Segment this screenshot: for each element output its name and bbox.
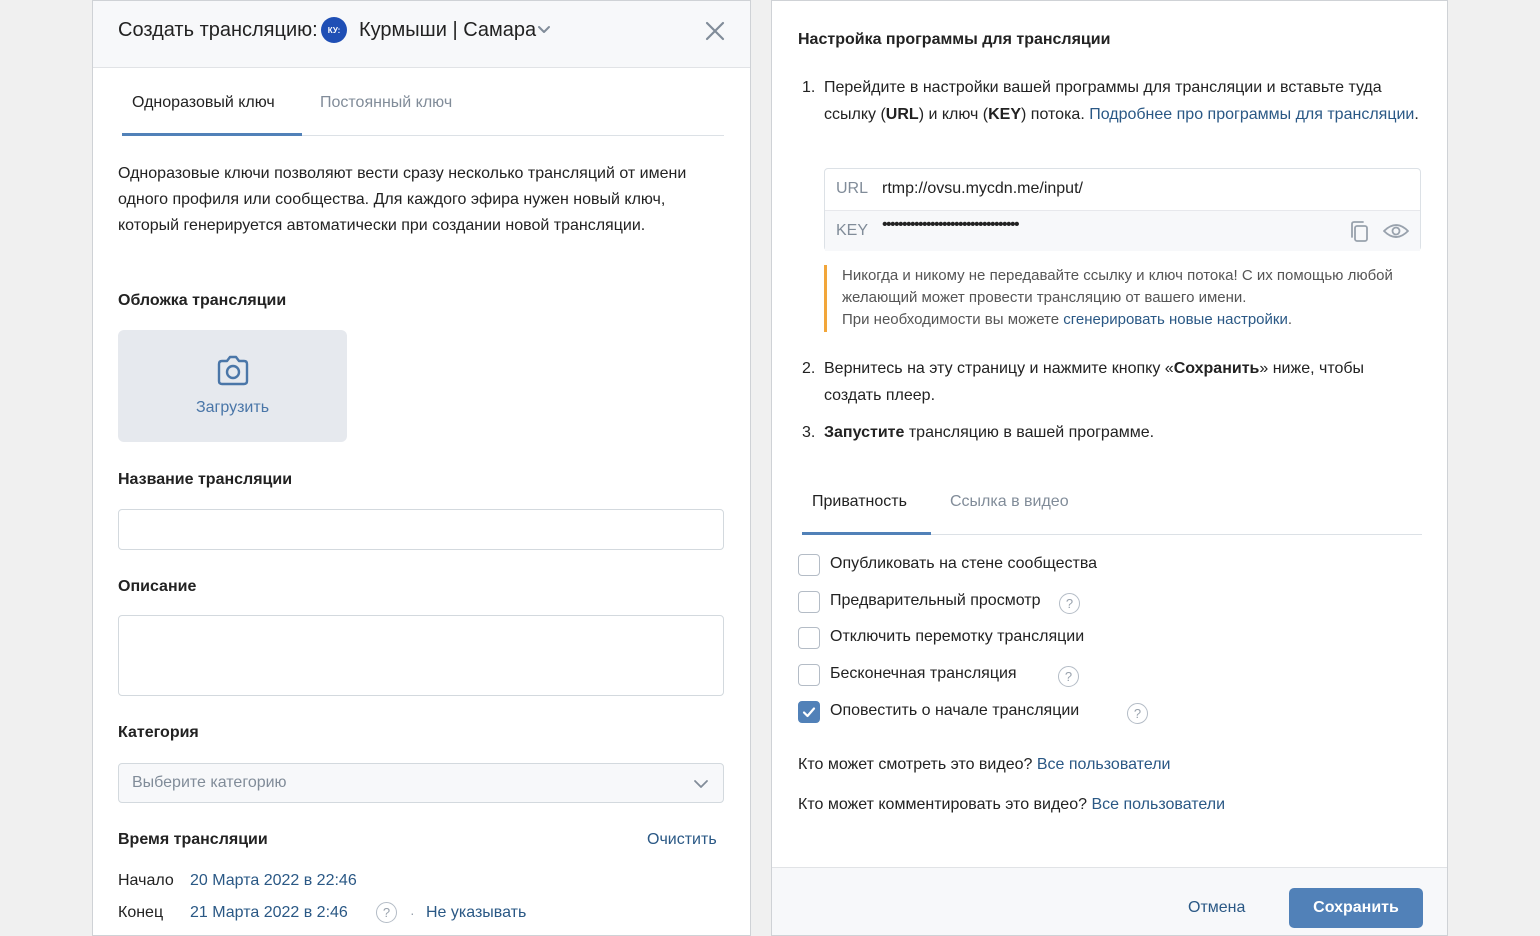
- checkbox[interactable]: [798, 664, 820, 686]
- checkbox[interactable]: [798, 591, 820, 613]
- stream-settings-panel: [771, 0, 1448, 936]
- chevron-down-icon: [693, 776, 709, 792]
- active-tab-indicator: [122, 133, 302, 136]
- description-textarea[interactable]: [118, 615, 724, 696]
- clear-time-link[interactable]: Очистить: [647, 831, 717, 848]
- help-icon[interactable]: ?: [376, 902, 397, 923]
- warning-text: Никогда и никому не передавайте ссылку и ключ потока! С их помощью любой желающий может провести трансляцию от вашего имени.: [842, 267, 1393, 306]
- key-type-tabs: [122, 68, 724, 136]
- description-label: Описание: [118, 578, 197, 595]
- close-icon[interactable]: [703, 19, 727, 43]
- software-setup-title: Настройка программы для трансляции: [798, 31, 1111, 48]
- stream-credentials-box: [824, 168, 1421, 251]
- tab-one-time-key[interactable]: Одноразовый ключ: [132, 94, 275, 111]
- url-row: [825, 169, 1420, 210]
- checkbox[interactable]: [798, 554, 820, 576]
- category-select[interactable]: [118, 763, 724, 803]
- tab-privacy[interactable]: Приватность: [812, 493, 907, 510]
- key-value-masked[interactable]: ••••••••••••••••••••••••••••••••••: [882, 216, 1019, 233]
- start-label: Начало: [118, 872, 174, 889]
- copy-icon[interactable]: [1348, 220, 1372, 244]
- camera-icon: [215, 354, 251, 388]
- url-value[interactable]: rtmp://ovsu.mycdn.me/input/: [882, 180, 1083, 197]
- dialog-footer: [772, 867, 1447, 936]
- start-time-row: [118, 872, 357, 890]
- header-title: Создать трансляцию:: [118, 19, 318, 41]
- active-tab-indicator: [802, 532, 931, 535]
- step-1-text: Перейдите в настройки вашей программы для трансляции и вставьте туда ссылку (URL) и ключ (KEY) потока. Подробнее про программы для трансляции.: [824, 79, 1419, 123]
- help-icon[interactable]: ?: [1059, 593, 1080, 614]
- tab-permanent-key[interactable]: Постоянный ключ: [320, 94, 453, 111]
- warning-regenerate-line: При необходимости вы можете сгенерировать новые настройки.: [842, 311, 1293, 328]
- stream-time-label: Время трансляции: [118, 831, 268, 848]
- eye-icon[interactable]: [1382, 220, 1410, 242]
- view-privacy-link[interactable]: Все пользователи: [1036, 756, 1171, 773]
- end-time-row: [118, 904, 348, 922]
- category-label: Категория: [118, 724, 199, 741]
- checkbox-label: Опубликовать на стене сообщества: [830, 555, 1098, 572]
- start-datetime-link[interactable]: 20 Марта 2022 в 22:46: [190, 872, 357, 889]
- community-name[interactable]: Курмыши | Самара: [359, 19, 537, 41]
- checkmark-icon: [802, 705, 816, 719]
- end-label: Конец: [118, 904, 164, 921]
- comment-privacy-row: [798, 796, 1225, 814]
- help-icon[interactable]: ?: [1058, 666, 1079, 687]
- no-end-time-link[interactable]: Не указывать: [426, 904, 527, 921]
- panel-header: [93, 1, 750, 68]
- step-2-number: 2.: [802, 360, 816, 377]
- comment-privacy-question: Кто может комментировать это видео?: [798, 796, 1087, 813]
- checkbox-label: Оповестить о начале трансляции: [830, 702, 1080, 719]
- cover-label: Обложка трансляции: [118, 292, 287, 309]
- end-datetime-link[interactable]: 21 Марта 2022 в 2:46: [190, 904, 348, 921]
- comment-privacy-link[interactable]: Все пользователи: [1091, 796, 1226, 813]
- community-avatar[interactable]: КУ:: [321, 17, 347, 43]
- save-button[interactable]: Сохранить: [1289, 888, 1423, 928]
- software-help-link[interactable]: Подробнее про программы для трансляции: [1089, 105, 1415, 123]
- category-placeholder: Выберите категорию: [132, 774, 287, 791]
- step-1-number: 1.: [802, 79, 816, 96]
- help-icon[interactable]: ?: [1127, 703, 1148, 724]
- url-label: URL: [836, 180, 869, 197]
- step-2-text: Вернитесь на эту страницу и нажмите кнопку «Сохранить» ниже, чтобы создать плеер.: [824, 360, 1365, 404]
- checkbox-label: Отключить перемотку трансляции: [830, 628, 1085, 645]
- checkbox[interactable]: [798, 627, 820, 649]
- view-privacy-row: [798, 756, 1170, 774]
- one-time-key-description: Одноразовые ключи позволяют вести сразу несколько трансляций от имени одного профиля или сообщества. Для каждого эфира нужен новый ключ, который генерируется автоматически при создании новой трансляции.: [118, 165, 687, 234]
- key-warning: [824, 265, 1424, 332]
- checkbox-label: Бесконечная трансляция: [830, 665, 1017, 682]
- checkbox-checked[interactable]: [798, 701, 820, 723]
- upload-cover-button[interactable]: [118, 330, 347, 442]
- create-stream-panel: [92, 0, 751, 936]
- stream-name-input[interactable]: [118, 509, 724, 550]
- stream-name-label: Название трансляции: [118, 471, 293, 488]
- checkbox-label: Предварительный просмотр: [830, 592, 1041, 609]
- tab-video-link[interactable]: Ссылка в видео: [950, 493, 1069, 510]
- cancel-button[interactable]: Отмена: [1188, 899, 1246, 916]
- step-3-text: Запустите трансляцию в вашей программе.: [824, 424, 1155, 441]
- key-row: [825, 210, 1420, 251]
- upload-label: Загрузить: [195, 399, 270, 416]
- key-label: KEY: [836, 222, 869, 239]
- chevron-down-icon[interactable]: [536, 21, 552, 37]
- step-3-number: 3.: [802, 424, 816, 441]
- regenerate-settings-link[interactable]: сгенерировать новые настройки: [1063, 311, 1288, 328]
- view-privacy-question: Кто может смотреть это видео?: [798, 756, 1033, 773]
- settings-tabs: [802, 467, 1422, 535]
- separator-dot: ·: [410, 905, 415, 921]
